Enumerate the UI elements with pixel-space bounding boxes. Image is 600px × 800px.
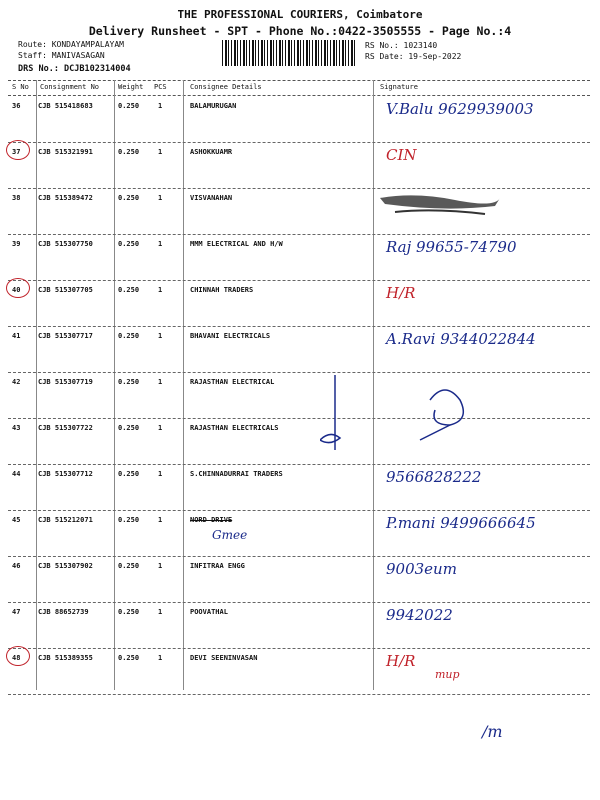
serial-number: 44 bbox=[12, 470, 21, 478]
consignment-number: CJB 515307717 bbox=[38, 332, 93, 340]
serial-number: 36 bbox=[12, 102, 21, 110]
signature: 9003eum bbox=[386, 560, 457, 578]
consignee-details: RAJASTHAN ELECTRICAL bbox=[190, 378, 275, 386]
redacted-signature bbox=[375, 190, 505, 220]
table-row bbox=[8, 326, 590, 373]
pieces-count: 1 bbox=[158, 240, 163, 248]
pieces-count: 1 bbox=[158, 516, 163, 524]
signature: 9942022 bbox=[386, 606, 453, 624]
consignment-number: CJB 515418683 bbox=[38, 102, 93, 110]
consignee-details: POOVATHAL bbox=[190, 608, 228, 616]
serial-number: 39 bbox=[12, 240, 21, 248]
pieces-count: 1 bbox=[158, 562, 163, 570]
weight-value: 0.250 bbox=[118, 654, 140, 662]
pieces-count: 1 bbox=[158, 102, 163, 110]
pieces-count: 1 bbox=[158, 286, 163, 294]
staff-label: Staff: MANIVASAGAN bbox=[18, 51, 105, 60]
circled-mark bbox=[6, 140, 30, 160]
serial-number: 40 bbox=[12, 286, 21, 294]
consignment-number: CJB 515307902 bbox=[38, 562, 93, 570]
signature: CIN bbox=[386, 146, 417, 164]
table-row bbox=[8, 372, 590, 419]
serial-number: 41 bbox=[12, 332, 21, 340]
weight-value: 0.250 bbox=[118, 102, 140, 110]
table-row bbox=[8, 234, 590, 281]
pieces-count: 1 bbox=[158, 194, 163, 202]
table-row bbox=[8, 602, 590, 649]
consignee-details: MMM ELECTRICAL AND H/W bbox=[190, 240, 283, 248]
pieces-count: 1 bbox=[158, 378, 163, 386]
consignee-details: BALAMURUGAN bbox=[190, 102, 237, 110]
consignment-number: CJB 515307719 bbox=[38, 378, 93, 386]
weight-value: 0.250 bbox=[118, 424, 140, 432]
col-details: Consignee Details bbox=[190, 83, 262, 91]
weight-value: 0.250 bbox=[118, 516, 140, 524]
consignee-details: VISVANAHAN bbox=[190, 194, 233, 202]
signature: H/R bbox=[386, 652, 416, 670]
consignment-number: CJB 515307705 bbox=[38, 286, 93, 294]
col-consignment: Consignment No bbox=[40, 83, 100, 91]
pieces-count: 1 bbox=[158, 654, 163, 662]
serial-number: 38 bbox=[12, 194, 21, 202]
consignee-details: INFITRAA ENGG bbox=[190, 562, 245, 570]
consignee-details: S.CHINNADURRAI TRADERS bbox=[190, 470, 283, 478]
document-title: THE PROFESSIONAL COURIERS, Coimbatore bbox=[177, 8, 423, 21]
consignee-details: DEVI SEENINVASAN bbox=[190, 654, 258, 662]
pieces-count: 1 bbox=[158, 332, 163, 340]
table-row bbox=[8, 96, 590, 143]
col-signature: Signature bbox=[380, 83, 418, 91]
pieces-count: 1 bbox=[158, 470, 163, 478]
route-label: Route: KONDAYAMPALAYAM bbox=[18, 40, 124, 49]
handwritten-scribble bbox=[320, 370, 500, 460]
weight-value: 0.250 bbox=[118, 194, 140, 202]
col-sno: S No bbox=[12, 83, 29, 91]
weight-value: 0.250 bbox=[118, 378, 140, 386]
col-weight: Weight bbox=[118, 83, 144, 91]
serial-number: 37 bbox=[12, 148, 21, 156]
weight-value: 0.250 bbox=[118, 608, 140, 616]
signature: P.mani 9499666645 bbox=[386, 514, 536, 532]
signature: V.Balu 9629939003 bbox=[386, 100, 534, 118]
rs-date: RS Date: 19-Sep-2022 bbox=[365, 52, 462, 61]
handwritten-note: mup bbox=[435, 668, 460, 681]
consignment-number: CJB 88652739 bbox=[38, 608, 89, 616]
weight-value: 0.250 bbox=[118, 562, 140, 570]
consignment-number: CJB 515389472 bbox=[38, 194, 93, 202]
table-row bbox=[8, 648, 590, 695]
col-pcs: PCS bbox=[154, 83, 167, 91]
table-row bbox=[8, 142, 590, 189]
pieces-count: 1 bbox=[158, 148, 163, 156]
consignment-number: CJB 515321991 bbox=[38, 148, 93, 156]
table-row bbox=[8, 280, 590, 327]
serial-number: 47 bbox=[12, 608, 21, 616]
rs-number: RS No.: 1023140 bbox=[365, 41, 438, 50]
barcode-image bbox=[222, 40, 356, 66]
weight-value: 0.250 bbox=[118, 286, 140, 294]
circled-mark bbox=[6, 278, 30, 298]
consignee-details: NORD DRIVE bbox=[190, 516, 233, 524]
serial-number: 42 bbox=[12, 378, 21, 386]
pieces-count: 1 bbox=[158, 608, 163, 616]
table-row bbox=[8, 464, 590, 511]
weight-value: 0.250 bbox=[118, 240, 140, 248]
consignee-details: BHAVANI ELECTRICALS bbox=[190, 332, 271, 340]
consignee-details: ASHOKKUAMR bbox=[190, 148, 233, 156]
consignee-details: CHINNAH TRADERS bbox=[190, 286, 254, 294]
circled-mark bbox=[6, 646, 30, 666]
table-row bbox=[8, 418, 590, 465]
consignment-number: CJB 515307712 bbox=[38, 470, 93, 478]
table-header bbox=[8, 80, 590, 96]
table-row bbox=[8, 510, 590, 557]
consignment-number: CJB 515307750 bbox=[38, 240, 93, 248]
consignment-number: CJB 515307722 bbox=[38, 424, 93, 432]
consignment-number: CJB 515212071 bbox=[38, 516, 93, 524]
serial-number: 48 bbox=[12, 654, 21, 662]
drs-number: DRS No.: DCJB102314004 bbox=[18, 64, 131, 74]
signature: Raj 99655-74790 bbox=[386, 238, 517, 256]
serial-number: 43 bbox=[12, 424, 21, 432]
weight-value: 0.250 bbox=[118, 332, 140, 340]
consignee-details: RAJASTHAN ELECTRICALS bbox=[190, 424, 279, 432]
runsheet-subtitle: Delivery Runsheet - SPT - Phone No.:0422-3505555 - Page No.:4 bbox=[88, 24, 512, 38]
signature: 9566828222 bbox=[386, 468, 482, 486]
handwritten-note: Gmee bbox=[212, 528, 248, 542]
signature: H/R bbox=[386, 284, 416, 302]
pieces-count: 1 bbox=[158, 424, 163, 432]
serial-number: 45 bbox=[12, 516, 21, 524]
weight-value: 0.250 bbox=[118, 470, 140, 478]
serial-number: 46 bbox=[12, 562, 21, 570]
handwritten-mark: /m bbox=[482, 722, 503, 741]
table-row bbox=[8, 556, 590, 603]
consignment-number: CJB 515389355 bbox=[38, 654, 93, 662]
signature: A.Ravi 9344022844 bbox=[386, 330, 536, 348]
weight-value: 0.250 bbox=[118, 148, 140, 156]
